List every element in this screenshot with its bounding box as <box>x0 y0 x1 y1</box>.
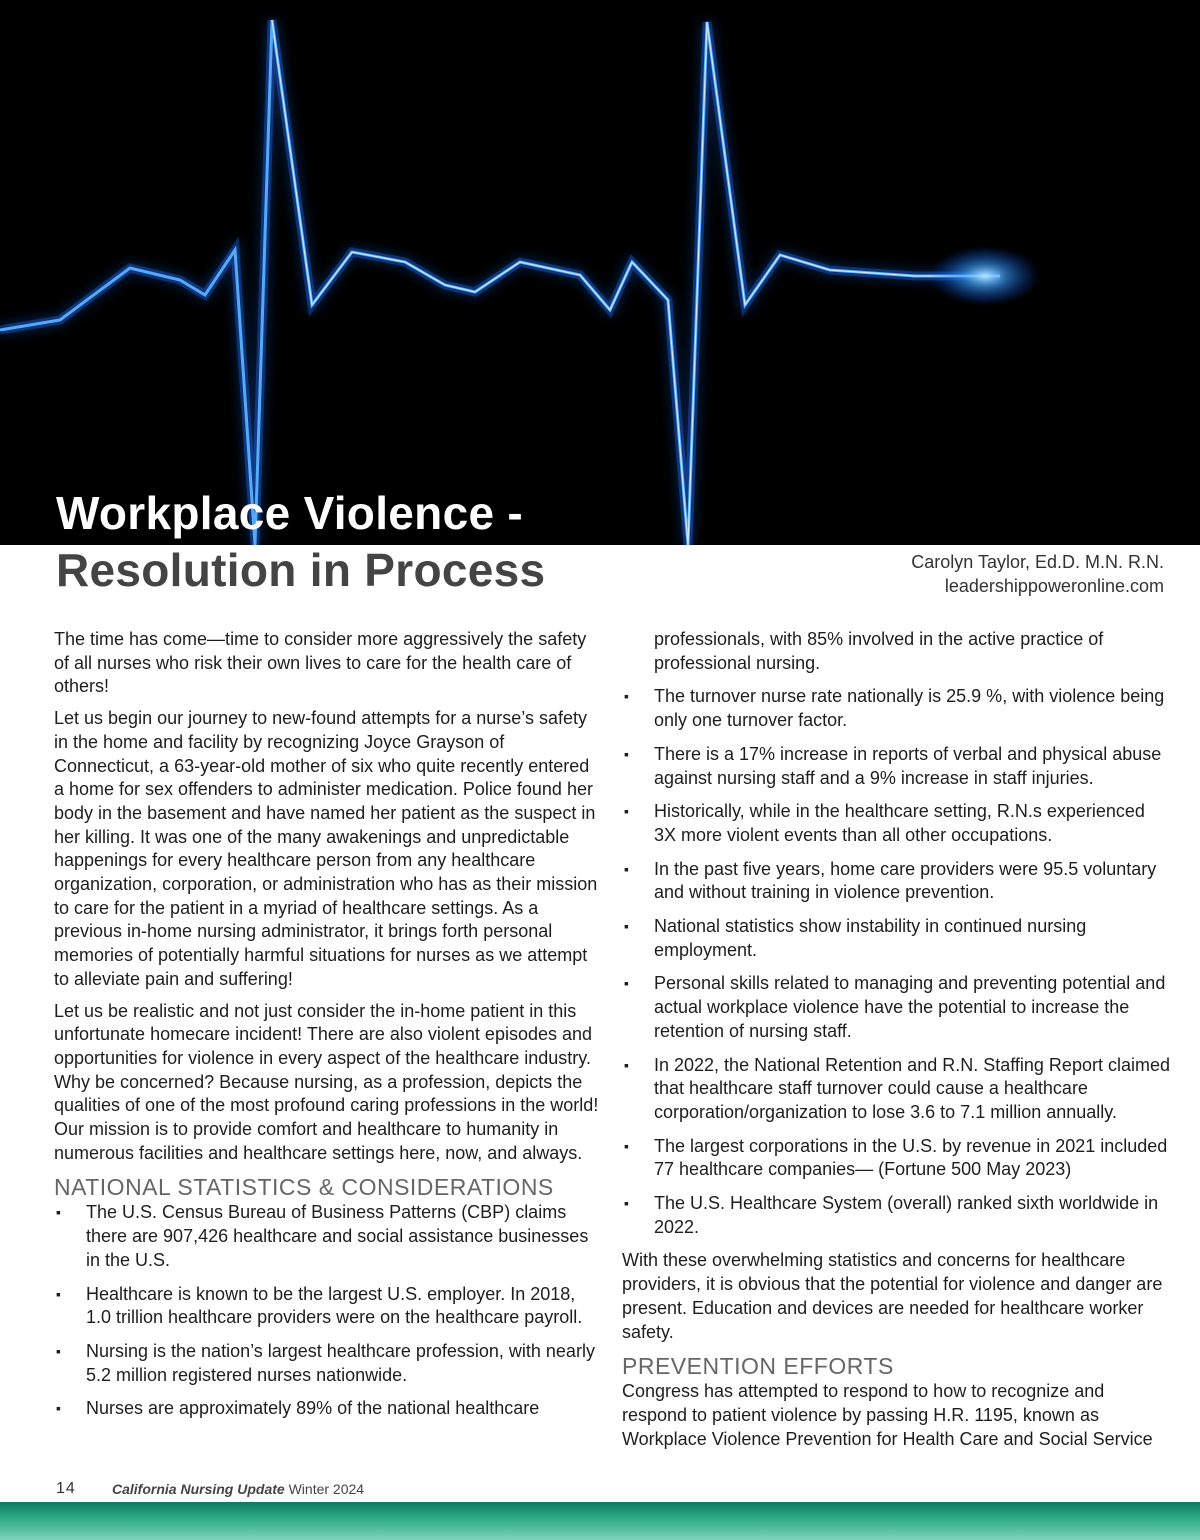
bullet-icon: ▪ <box>624 975 629 992</box>
right-column <box>622 628 1170 1459</box>
author-name: Carolyn Taylor, Ed.D. M.N. R.N. <box>911 552 1164 572</box>
statistics-list <box>54 1201 602 1421</box>
paragraph: Let us begin our journey to new-found attempts for a nurse’s safety in the home and facility by recognizing Joyce Grayson of Connecticut, a 63-year-old mother of six who quite recently entered a home for sex offenders to administer medication. Police found her body in the basement and have named her patient as the suspect in her killing. It was one of the many awakenings and unpredictable happenings for every healthcare person from any healthcare organization, corporation, or administration who has as their mission to care for the patient in a myriad of healthcare settings. As a previous in-home nursing administrator, it brings forth personal memories of potentially harmful situations for nurses as we attempt to alleviate pain and suffering! <box>54 708 598 989</box>
bullet-icon: ▪ <box>624 745 629 762</box>
publication-issue: Winter 2024 <box>288 1481 365 1497</box>
bullet-icon: ▪ <box>624 1137 629 1154</box>
list-item: ▪ Nursing is the nation’s largest healthcare profession, with nearly 5.2 million registered nurses nationwide. <box>56 1340 595 1385</box>
section-heading-statistics: NATIONAL STATISTICS & CONSIDERATIONS <box>54 1174 554 1201</box>
list-item: ▪ Nurses are approximately 89% of the national healthcare <box>54 1397 602 1421</box>
bullet-icon: ▪ <box>56 1400 61 1417</box>
bullet-icon: ▪ <box>624 1195 629 1212</box>
byline <box>911 550 1164 598</box>
page-title-line2: Resolution in Process <box>56 544 546 596</box>
bullet-icon: ▪ <box>56 1285 61 1302</box>
list-item: ▪ In 2022, the National Retention and R.N. Staffing Report claimed that healthcare staff turnover could cause a healthcare corporation/organization to lose 3.6 to 7.1 million annually. <box>624 1054 1170 1122</box>
paragraph: Let us be realistic and not just consider the in-home patient in this unfortunate homecare incident! There are also violent episodes and opportunities for violence in every aspect of the healthcare industry. Why be concerned? Because nursing, as a profession, depicts the qualities of one of the most profound caring professions in the world! Our mission is to provide comfort and healthcare to humanity in numerous facilities and healthcare settings here, now, and always. <box>54 1000 599 1163</box>
paragraph: Congress has attempted to respond to how to recognize and respond to patient violence by passing H.R. 1195, known as Workplace Violence Prevention for Health Care and Social Service <box>622 1381 1153 1449</box>
publication-credit <box>112 1481 364 1497</box>
list-item: ▪ Healthcare is known to be the largest U.S. employer. In 2018, 1.0 trillion healthcare providers were on the healthcare payroll. <box>56 1283 583 1328</box>
paragraph: With these overwhelming statistics and concerns for healthcare providers, it is obvious that the potential for violence and danger are present. Education and devices are needed for healthcare worker safety. <box>622 1250 1163 1342</box>
paragraph: The time has come—time to consider more aggressively the safety of all nurses who risk their own lives to care for the health care of others! <box>54 629 587 697</box>
bullet-icon: ▪ <box>624 918 629 935</box>
statistics-list-continued <box>622 685 1170 1239</box>
footer-color-bar <box>0 1502 1200 1540</box>
continued-bullet-text: professionals, with 85% involved in the active practice of professional nursing. <box>654 629 1104 673</box>
list-item: ▪ The turnover nurse rate nationally is 25.9 %, with violence being only one turnover factor. <box>624 686 1165 731</box>
publication-name: California Nursing Update <box>112 1481 285 1497</box>
bullet-icon: ▪ <box>624 860 629 877</box>
left-column <box>54 628 602 1431</box>
hero-image <box>0 0 1200 545</box>
list-item: ▪ There is a 17% increase in reports of verbal and physical abuse against nursing staff and a 9% increase in staff injuries. <box>624 743 1162 788</box>
list-item: ▪ The U.S. Census Bureau of Business Patterns (CBP) claims there are 907,426 healthcare and social assistance businesses in the U.S. <box>56 1202 589 1270</box>
list-item: ▪ The largest corporations in the U.S. by revenue in 2021 included 77 healthcare companies— (Fortune 500 May 2023) <box>624 1135 1168 1180</box>
list-item: ▪ Personal skills related to managing and preventing potential and actual workplace violence have the potential to increase the retention of nursing staff. <box>624 973 1166 1041</box>
heartbeat-line-icon <box>0 0 1200 545</box>
bullet-icon: ▪ <box>624 1056 629 1073</box>
bullet-icon: ▪ <box>56 1204 61 1221</box>
list-item: ▪ National statistics show instability in continued nursing employment. <box>624 916 1087 960</box>
bullet-icon: ▪ <box>56 1342 61 1359</box>
list-item: ▪ Historically, while in the healthcare setting, R.N.s experienced 3X more violent events than all other occupations. <box>624 801 1145 845</box>
author-website: leadershippoweronline.com <box>944 576 1164 596</box>
section-heading-prevention: PREVENTION EFFORTS <box>622 1353 894 1380</box>
list-item: ▪ The U.S. Healthcare System (overall) ranked sixth worldwide in 2022. <box>624 1193 1159 1237</box>
bullet-icon: ▪ <box>624 803 629 820</box>
page-title-line1: Workplace Violence - <box>56 487 524 539</box>
page-number: 14 <box>56 1480 76 1497</box>
bullet-icon: ▪ <box>624 688 629 705</box>
list-item: ▪ In the past five years, home care providers were 95.5 voluntary and without training in violence prevention. <box>624 858 1157 903</box>
